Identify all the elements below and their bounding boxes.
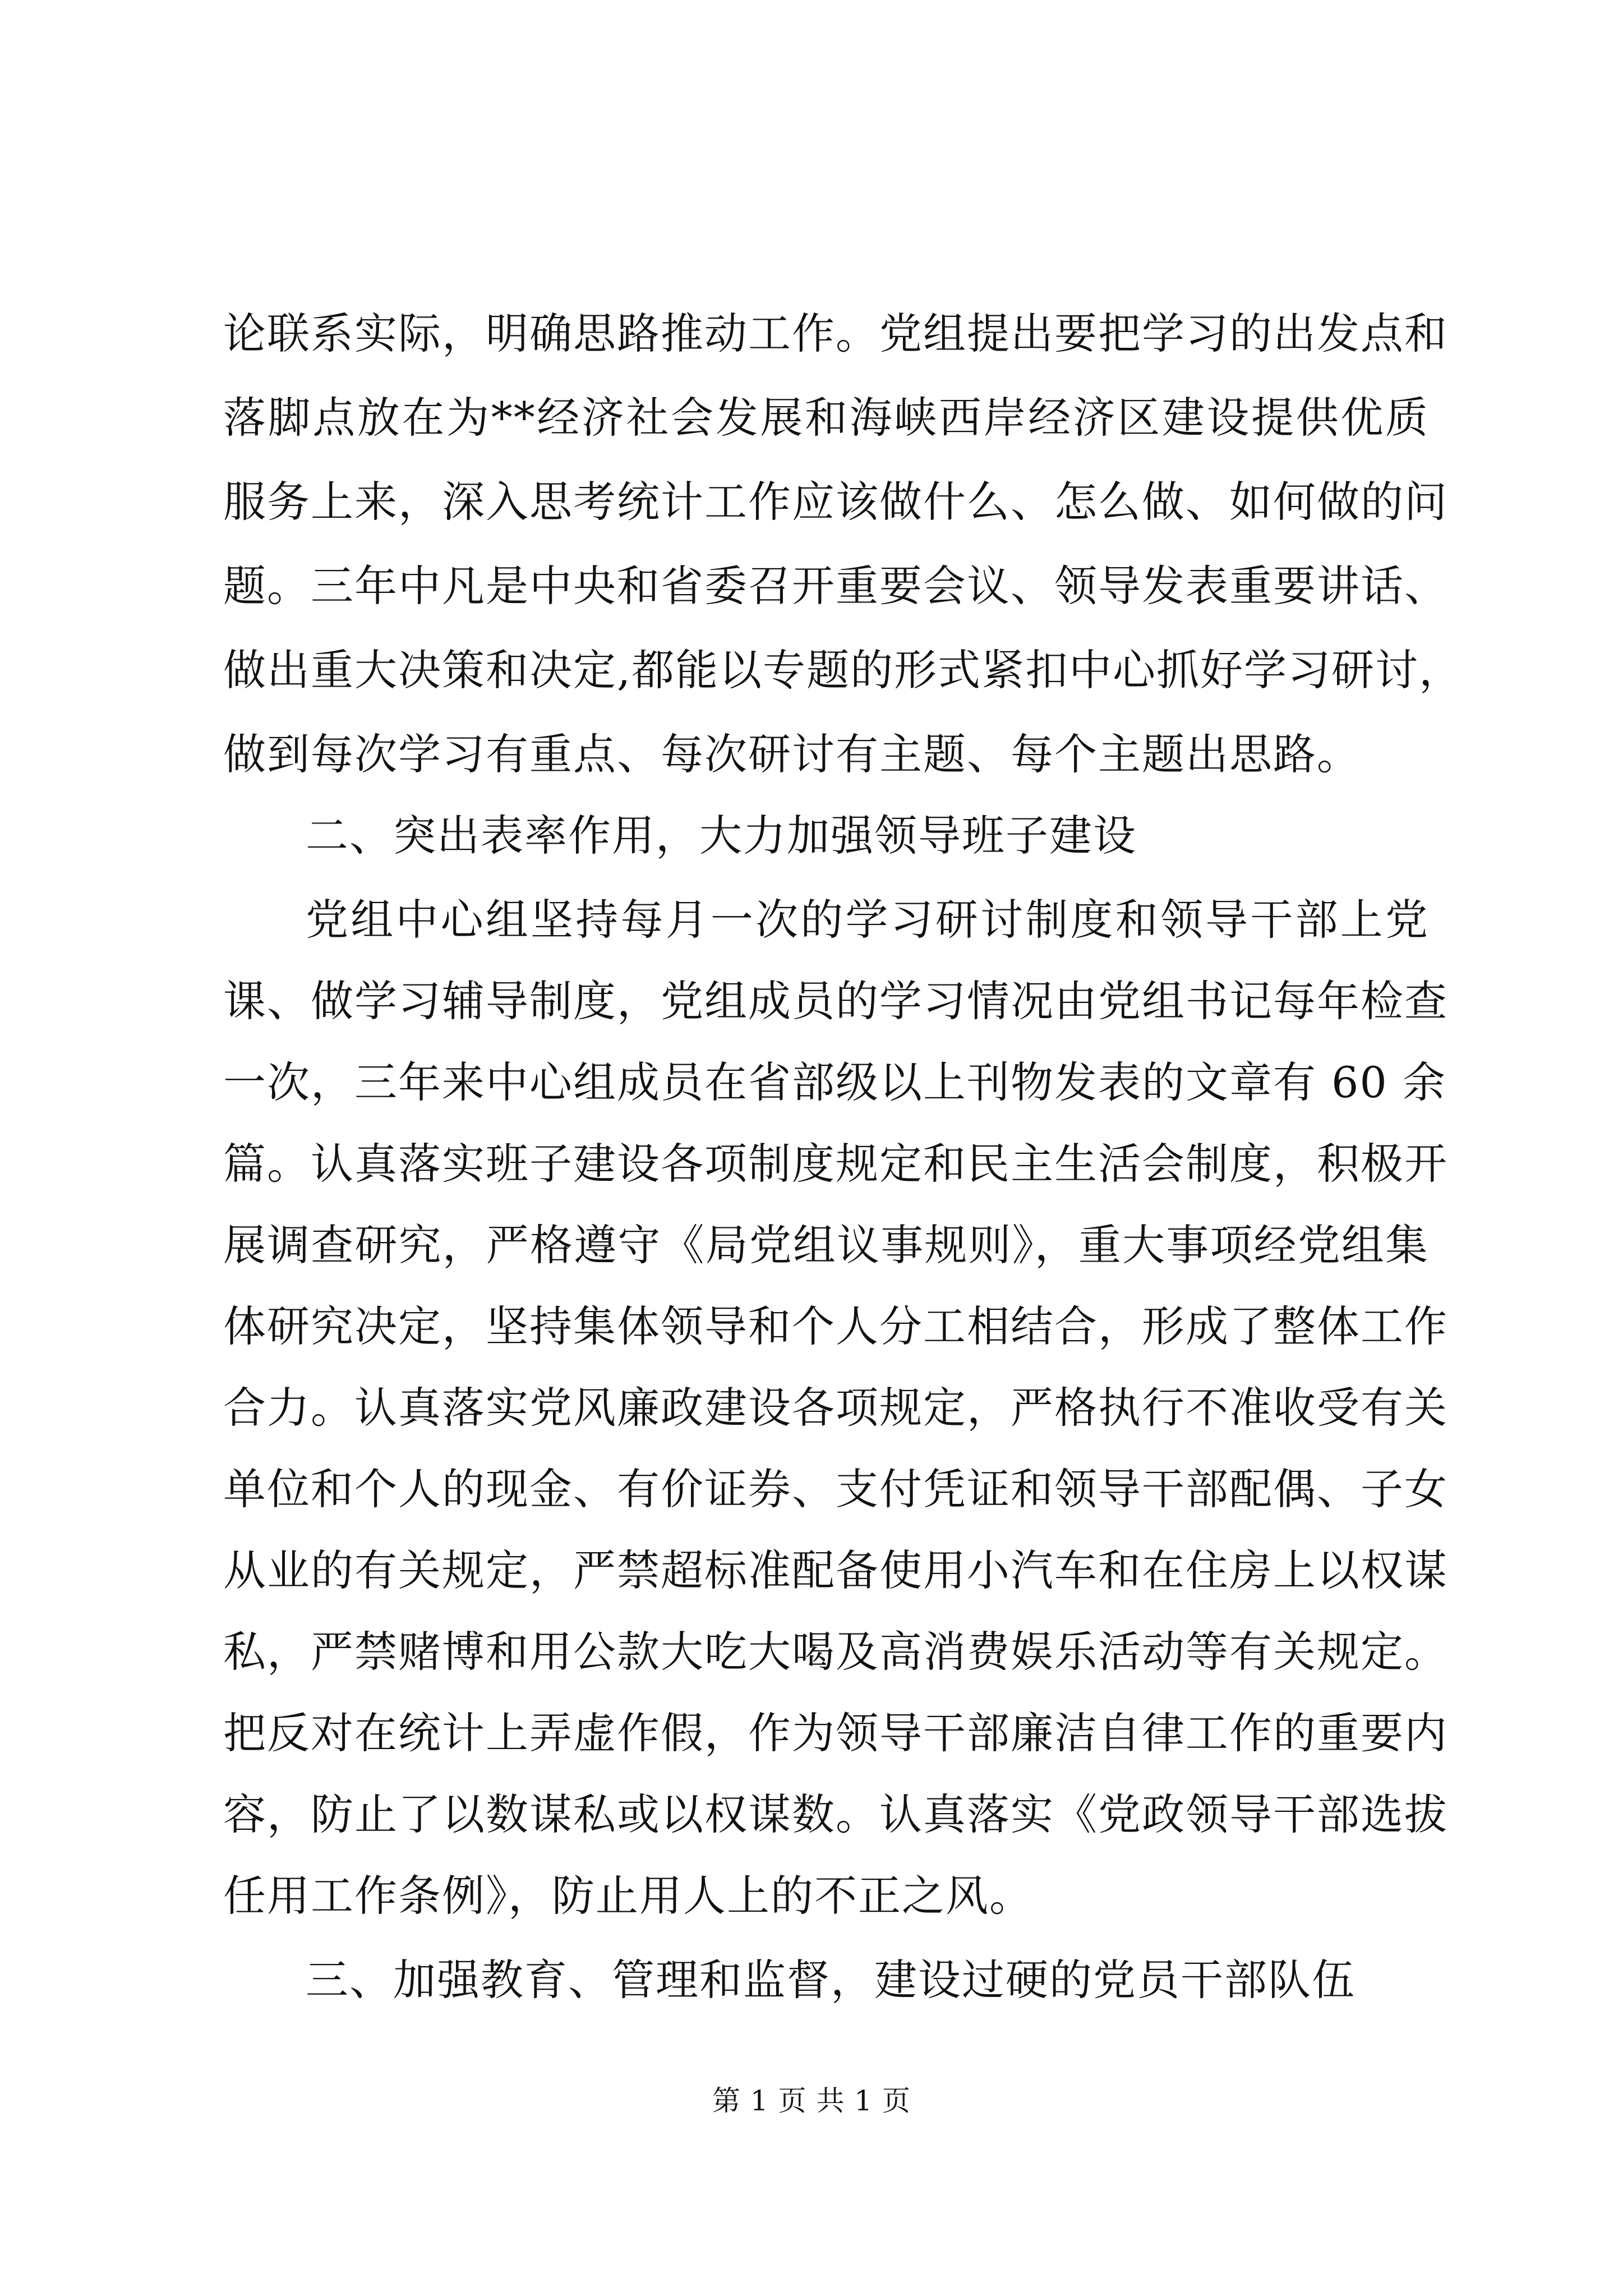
text-line: 私，严禁赌博和用公款大吃大喝及高消费娱乐活动等有关规定。 — [223, 1627, 1448, 1677]
text-line: 课、做学习辅导制度，党组成员的学习情况由党组书记每年检查 — [223, 976, 1448, 1026]
text-line: 从业的有关规定，严禁超标准配备使用小汽车和在住房上以权谋 — [223, 1545, 1448, 1595]
section-heading: 三、加强教育、管理和监督，建设过硬的党员干部队伍 — [306, 1955, 1355, 2005]
text-line: 论联系实际，明确思路推动工作。党组提出要把学习的出发点和 — [223, 309, 1448, 358]
text-line: 服务上来，深入思考统计工作应该做什么、怎么做、如何做的问 — [223, 477, 1448, 527]
text-line: 把反对在统计上弄虚作假，作为领导干部廉洁自律工作的重要内 — [223, 1708, 1448, 1758]
text-line: 展调查研究，严格遵守《局党组议事规则》，重大事项经党组集 — [223, 1220, 1429, 1270]
text-line: 篇。认真落实班子建设各项制度规定和民主生活会制度，积极开 — [223, 1139, 1448, 1189]
text-line: 任用工作条例》，防止用人上的不正之风。 — [223, 1871, 1033, 1921]
text-line: 做到每次学习有重点、每次研讨有主题、每个主题出思路。 — [223, 729, 1361, 779]
text-line: 题。三年中凡是中央和省委召开重要会议、领导发表重要讲话、 — [223, 561, 1448, 611]
text-line: 一次，三年来中心组成员在省部级以上刊物发表的文章有 60 余 — [223, 1057, 1447, 1107]
paragraph-first-line: 党组中心组坚持每月一次的学习研讨制度和领导干部上党 — [306, 895, 1429, 945]
text-line: 体研究决定，坚持集体领导和个人分工相结合，形成了整体工作 — [223, 1301, 1448, 1351]
section-heading: 二、突出表率作用，大力加强领导班子建设 — [306, 811, 1137, 861]
text-line: 容，防止了以数谋私或以权谋数。认真落实《党政领导干部选拔 — [223, 1789, 1448, 1839]
text-line: 单位和个人的现金、有价证券、支付凭证和领导干部配偶、子女 — [223, 1464, 1448, 1514]
text-line: 做出重大决策和决定,都能以专题的形式紧扣中心抓好学习研讨， — [223, 645, 1463, 695]
text-line: 落脚点放在为**经济社会发展和海峡西岸经济区建设提供优质 — [223, 393, 1429, 443]
text-line: 合力。认真落实党风廉政建设各项规定，严格执行不准收受有关 — [223, 1383, 1448, 1433]
page-number-footer: 第 1 页 共 1 页 — [712, 2085, 911, 2117]
